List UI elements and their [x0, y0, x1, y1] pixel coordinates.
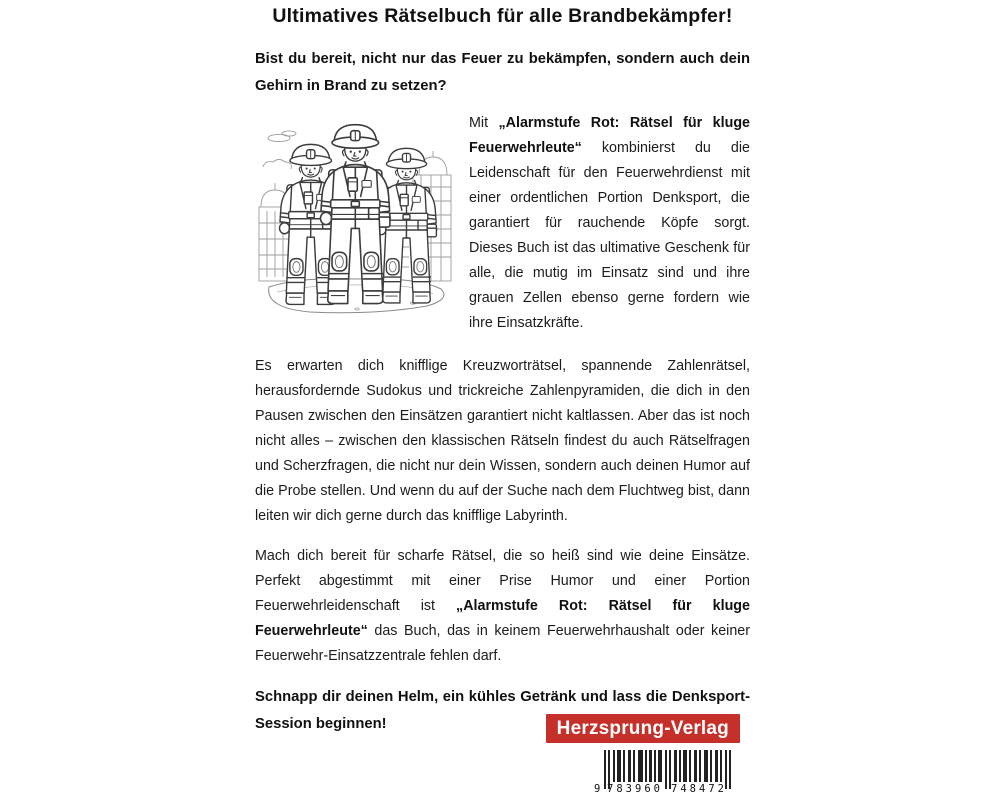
paragraph-pitch: [255, 544, 750, 669]
outro-call-to-action: Schnapp dir deinen Helm, ein kühles Getränk und lass die Denksport-Session beginnen!: [255, 689, 750, 732]
paragraph-pitch-pre: Mach dich bereit für scharfe Rätsel, die so heiß sind wie deine Einsätze. Perfekt abgestimmt mit einer Prise Humor und einer Portion Feuerwehrleidenschaft ist: [255, 548, 750, 614]
firefighters-illustration: [255, 111, 455, 317]
publisher-badge: [546, 714, 740, 743]
barcode-digits-right: 748472: [671, 783, 727, 795]
paragraph-book-intro: [469, 111, 750, 336]
barcode-digits-left: 783960: [607, 783, 663, 795]
paragraph-book-intro-pre: Mit: [469, 115, 499, 131]
headline: Ultimatives Rätselbuch für alle Brandbekämpfer!: [272, 5, 733, 27]
paragraph-pitch-post: das Buch, das in keinem Feuerwehrhaushalt oder keiner Feuerwehr-Einsatzzentrale fehlen darf.: [255, 623, 750, 664]
barcode-digit-first: 9: [594, 783, 601, 795]
barcode-digits: [594, 783, 742, 795]
illustration-and-text-row: [255, 111, 750, 336]
firefighters-line-art: [255, 111, 455, 317]
book-title-bold-2: „Alarmstufe Rot: Rätsel für kluge Feuerwehrleute“: [255, 598, 750, 639]
paragraph-book-intro-post: kombinierst du die Leidenschaft für den Feuerwehrdienst mit einer ordentlichen Portion Denksport, die garantiert für rauchende Köpfe sorgt. Dieses Buch ist das ultimative Geschenk für alle, die mutig im Einsatz sind und ihre grauen Zellen ebenso gerne fordern wie ihre Einsatzkräfte.: [469, 140, 750, 331]
book-title-bold: „Alarmstufe Rot: Rätsel für kluge Feuerwehrleute“: [469, 115, 751, 156]
publisher-name: Herzsprung-Verlag: [556, 717, 729, 739]
intro-paragraph: Bist du bereit, nicht nur das Feuer zu bekämpfen, sondern auch dein Gehirn in Brand zu setzen?: [255, 51, 750, 94]
isbn-barcode: [594, 749, 742, 800]
paragraph-content-overview: Es erwarten dich knifflige Kreuzworträtsel, spannende Zahlenrätsel, herausfordernde Sudokus und trickreiche Zahlenpyramiden, die dich in den Pausen zwischen den Einsätzen garantiert nicht kaltlassen. Aber das ist noch nicht alles – zwischen den klassischen Rätseln findest du auch Rätselfragen und Scherzfragen, die nicht nur dein Wissen, sondern auch deinen Humor auf die Probe stellen. Und wenn du auf der Suche nach dem Fluchtweg bist, dann leiten wir dich gerne durch das knifflige Labyrinth.: [255, 358, 750, 524]
cover-text-column: [255, 0, 750, 738]
